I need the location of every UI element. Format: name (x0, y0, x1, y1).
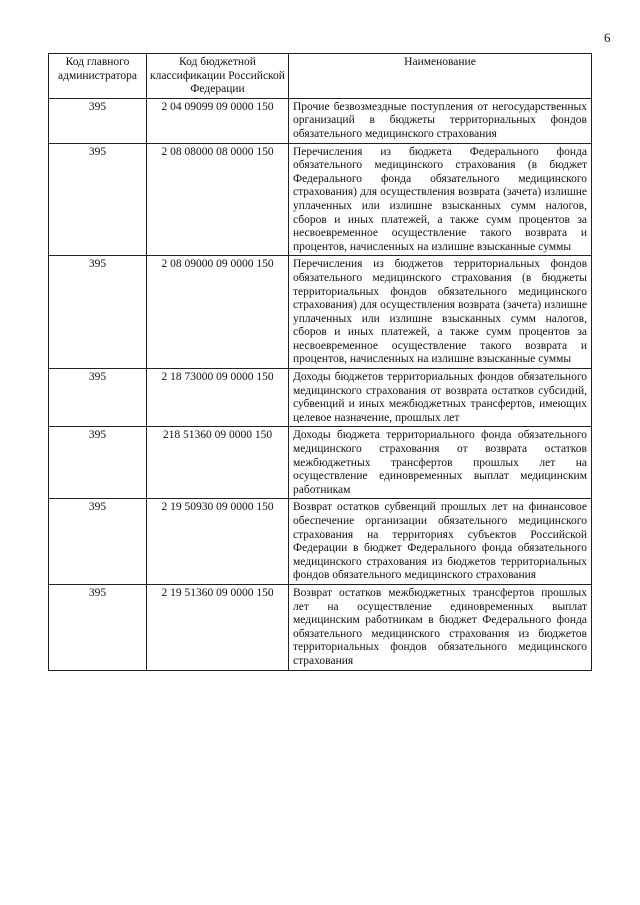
budget-code-cell: 2 08 08000 08 0000 150 (147, 143, 289, 256)
table-body (49, 98, 592, 670)
admin-code-cell: 395 (49, 369, 147, 427)
admin-code-cell: 395 (49, 256, 147, 369)
budget-code-cell: 2 18 73000 09 0000 150 (147, 369, 289, 427)
table-header (49, 54, 592, 99)
name-cell: Возврат остатков межбюджетных трансфертов прошлых лет на осуществление единовременных выплат медицинским работникам в бюджет Федерального фонда обязательного медицинского страхования из бюджетов территориальных фондов обязательного медицинского страхования (289, 584, 592, 670)
name-cell: Перечисления из бюджета Федерального фонда обязательного медицинского страхования (в бюджет Федерального фонда обязательного медицинского страхования) для осуществления возврата (зачета) излишне уплаченных или излишне взысканных сумм налогов, сборов и иных платежей, а также сумм процентов за несвоевременное осуществление такого возврата и процентов, начисленных на излишне взысканные суммы (289, 143, 592, 256)
table-row (49, 427, 592, 499)
name-cell: Доходы бюджета территориального фонда обязательного медицинского страхования от возврата остатков межбюджетных трансфертов прошлых лет на осуществление единовременных выплат медицинским работникам (289, 427, 592, 499)
budget-classification-table (48, 53, 592, 671)
header-admin-code: Код главного администратора (49, 54, 147, 99)
admin-code-cell: 395 (49, 143, 147, 256)
name-cell: Перечисления из бюджетов территориальных фондов обязательного медицинского страхования (в бюджеты территориальных фондов обязательного медицинского страхования) для осуществления возврата (зачета) излишне уплаченных или излишне взысканных сумм налогов, сборов и иных платежей, а также сумм процентов за несвоевременное осуществление такого возврата и процентов, начисленных на излишне взысканные суммы (289, 256, 592, 369)
table-row (49, 256, 592, 369)
header-name: Наименование (289, 54, 592, 99)
table-row (49, 98, 592, 143)
page-number: 6 (604, 30, 611, 45)
name-cell: Прочие безвозмездные поступления от негосударственных организаций в бюджеты территориальных фондов обязательного медицинского страхования (289, 98, 592, 143)
budget-code-cell: 2 04 09099 09 0000 150 (147, 98, 289, 143)
table-row (49, 499, 592, 585)
budget-code-cell: 2 19 51360 09 0000 150 (147, 584, 289, 670)
budget-code-cell: 2 19 50930 09 0000 150 (147, 499, 289, 585)
header-budget-code: Код бюджетной классификации Российской Федерации (147, 54, 289, 99)
table-row (49, 143, 592, 256)
admin-code-cell: 395 (49, 427, 147, 499)
name-cell: Доходы бюджетов территориальных фондов обязательного медицинского страхования от возврата остатков субсидий, субвенций и иных межбюджетных трансфертов, имеющих целевое назначение, прошлых лет (289, 369, 592, 427)
name-cell: Возврат остатков субвенций прошлых лет на финансовое обеспечение организации обязательного медицинского страхования на территориях субъектов Российской Федерации в бюджет Федерального фонда обязательного медицинского страхования из бюджетов территориальных фондов обязательного медицинского страхования (289, 499, 592, 585)
budget-code-cell: 2 08 09000 09 0000 150 (147, 256, 289, 369)
budget-code-cell: 218 51360 09 0000 150 (147, 427, 289, 499)
table-row (49, 584, 592, 670)
admin-code-cell: 395 (49, 499, 147, 585)
admin-code-cell: 395 (49, 584, 147, 670)
table-row (49, 369, 592, 427)
header-row (49, 54, 592, 99)
admin-code-cell: 395 (49, 98, 147, 143)
